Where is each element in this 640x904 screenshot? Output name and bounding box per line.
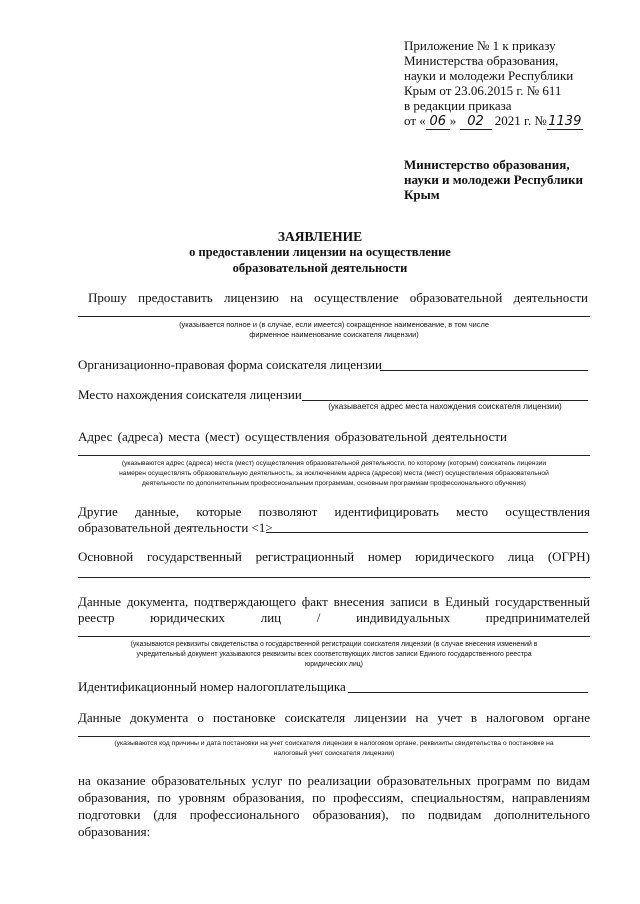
location-label: Место нахождения соискателя лицензии [78, 387, 302, 402]
title-sub-1: о предоставлении лицензии на осуществление [189, 245, 451, 259]
appendix-line: Министерства образования, [404, 53, 559, 68]
location-note: (указывается адрес места нахождения соискателя лицензии) [328, 402, 562, 411]
registry-note-1: (указываются реквизиты свидетельства о государственной регистрации соискателя лицензии (в случае внесения изменений в [130, 641, 538, 648]
appendix-block [404, 38, 614, 130]
handwritten-day: 06 [426, 114, 450, 130]
final-paragraph: на оказание образовательных услуг по реализации образовательных программ по видам образования, по уровням образования, по профессиям, специальностям, направлениям подготовки (для профессионального образования), по подвидам дополнительного образования: [78, 773, 590, 839]
address-label: Адрес (адреса) места (мест) осуществления образовательной деятельности [78, 429, 507, 444]
inn-field[interactable] [348, 692, 588, 693]
address-field[interactable] [78, 455, 590, 456]
date-sep: » [449, 113, 457, 128]
address-note-2: намерен осуществлять образовательную деятельность, за исключением адреса (адресов) места (мест) осуществления образовательной [119, 470, 549, 477]
legal-form-field[interactable] [380, 370, 588, 371]
title-sub-2: образовательной деятельности [232, 261, 408, 275]
order-date-line [404, 113, 614, 130]
location-field[interactable] [302, 400, 588, 401]
appendix-line: в редакции приказа [404, 98, 512, 113]
tax-doc-field[interactable] [78, 736, 590, 737]
recipient-line: Крым [404, 187, 440, 202]
tax-note-1: (указываются код причины и дата постановки на учет соискателя лицензии в налоговом органе, реквизиты свидетельства о постановке на [114, 740, 554, 747]
ogrn-label: Основной государственный регистрационный номер юридического лица (ОГРН) [78, 549, 590, 564]
recipient-line: науки и молодежи Республики [404, 172, 583, 187]
appendix-line: Приложение № 1 к приказу [404, 38, 556, 53]
date-year: 2021 г. № [494, 113, 547, 128]
inn-label: Идентификационный номер налогоплательщика [78, 679, 346, 694]
registry-note-2: учредительный документ указываются реквизиты всех соответствующих листов записи Единого государственного реестра [136, 651, 532, 658]
address-note-1: (указываются адрес (адреса) места (мест) осуществления образовательной деятельности, по которому (которым) соискатель лицензии [121, 460, 547, 467]
request-note-2: фирменное наименование соискателя лицензии) [249, 330, 419, 339]
legal-form-label: Организационно-правовая форма соискателя лицензии [78, 357, 382, 372]
request-line: Прошу предоставить лицензию на осуществление образовательной деятельности [88, 290, 588, 305]
other-data-field[interactable] [266, 532, 588, 533]
recipient-block [404, 157, 614, 202]
appendix-line: Крым от 23.06.2015 г. № 611 [404, 83, 562, 98]
document-title: ЗАЯВЛЕНИЕ [277, 229, 363, 244]
registry-doc-line-1: Данные документа, подтверждающего факт внесения записи в Единый государственный [78, 594, 590, 609]
address-note-3: деятельности по дополнительным профессиональным программам, основным программам профессионального обучения) [141, 480, 527, 487]
tax-note-2: налоговый учет соискателя лицензии) [273, 750, 395, 757]
registry-note-3: юридических лиц) [305, 661, 363, 668]
handwritten-month: 02 [460, 114, 492, 130]
handwritten-number: 1139 [548, 114, 582, 129]
appendix-line: науки и молодежи Республики [404, 68, 574, 83]
fill-line [78, 316, 590, 317]
request-note-1: (указывается полное и (в случае, если имеется) сокращенное наименование, в том числе [179, 320, 489, 329]
other-data-line-1: Другие данные, которые позволяют идентифицировать место осуществления [78, 504, 590, 519]
ogrn-field[interactable] [78, 577, 590, 578]
other-data-line-2: образовательной деятельности <1> [78, 520, 273, 535]
registry-doc-field[interactable] [78, 636, 590, 637]
registry-doc-line-2: реестр юридических лиц / индивидуальных предпринимателей [78, 610, 590, 625]
recipient-line: Министерство образования, [404, 157, 570, 172]
tax-doc-label: Данные документа о постановке соискателя лицензии на учет в налоговом органе [78, 710, 590, 725]
date-prefix: от « [404, 113, 426, 128]
